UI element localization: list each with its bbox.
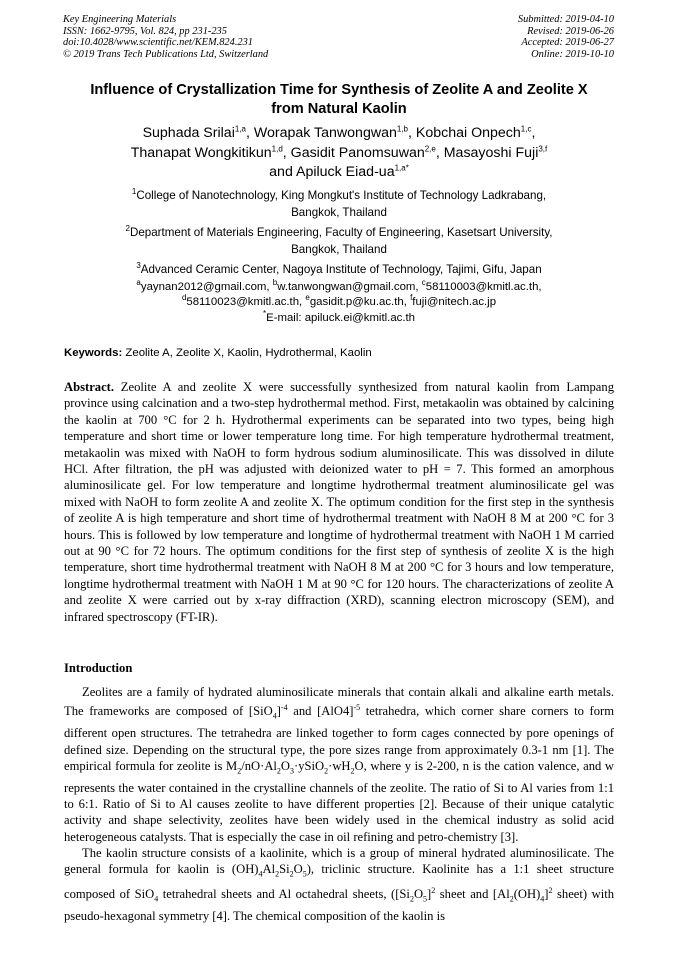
text-run: ] bbox=[276, 704, 281, 719]
subscript: 2 bbox=[350, 766, 355, 776]
journal-copyright: © 2019 Trans Tech Publications Ltd, Switzerland bbox=[63, 48, 269, 60]
email-address[interactable]: w.tanwongwan@gmail.com, bbox=[277, 281, 422, 293]
keywords-text: Zeolite A, Zeolite X, Kaolin, Hydrothermal, Kaolin bbox=[122, 347, 372, 359]
author-line-2 bbox=[40, 144, 638, 164]
text-run: Zeolites are a family of hydrated aluminosilicate minerals that contain alkali and alkaline earth metals. The frameworks are composed of [SiO bbox=[64, 685, 614, 719]
text-run: and [AlO4] bbox=[287, 704, 354, 719]
email-address[interactable]: 58110003@kmitl.ac.th, bbox=[425, 281, 542, 293]
superscript: -5 bbox=[353, 703, 361, 713]
affiliation-text: Bangkok, Thailand bbox=[291, 243, 387, 257]
subscript: 4 bbox=[154, 894, 159, 904]
author-affil-mark: 1,a* bbox=[394, 163, 409, 173]
corresponding-email[interactable]: E-mail: apiluck.ei@kmitl.ac.th bbox=[266, 311, 416, 324]
author-affil-mark: 1,d bbox=[271, 143, 283, 153]
affiliation-number: 1 bbox=[131, 187, 137, 197]
author-name: , Masayoshi Fuji bbox=[435, 144, 539, 161]
title-line-2: from Natural Kaolin bbox=[271, 100, 407, 117]
author-name: Thanapat Wongkitikun bbox=[130, 144, 272, 161]
journal-info bbox=[63, 14, 268, 60]
publication-dates bbox=[518, 14, 614, 60]
text-run: O, where y is 2-200, n is the cation valence, and w represents the water contained in the crystalline channels of the zeolite. The ratio of Si to Al varies from 1:1 to 6:1. Ratio of Si to Al causes zeolite to have different properties [2]. Because of their unique catalytic activity and shape selectivity, zeolites have been widely used in the chemical industry as solid acid heterogeneous catalysts. That is especially the case in oil refining and petro-chemistry [3]. bbox=[64, 758, 614, 844]
text-run: Al bbox=[262, 862, 276, 877]
author-affil-mark: 1,c bbox=[520, 124, 532, 134]
text-run: The kaolin structure consists of a kaolinite, which is a group of mineral hydrated aluminosilicate. The general formula for kaolin is (OH) bbox=[64, 846, 614, 877]
keywords bbox=[64, 345, 624, 361]
subscript: 2 bbox=[409, 894, 414, 904]
affiliation-1 bbox=[40, 187, 638, 221]
text-run: ), triclinic structure. Kaolinite has a 1:1 sheet structure composed of SiO bbox=[64, 862, 614, 902]
author-affil-mark: 2,e bbox=[424, 143, 436, 153]
superscript: 2 bbox=[431, 886, 436, 896]
date-accepted: Accepted: 2019-06-27 bbox=[521, 37, 614, 49]
abstract-text: Zeolite A and zeolite X were successfully synthesized from natural kaolin from Lampang province using calcination and a two-step hydrothermal method. First, metakaolin was obtained by calcining the kaolin at 700 °C for 2 h. Hydrothermal experiments can be separated into two types, being high temperature and short time or lower temperature long time. For high temperature hydrothermal treatment, metakaolin was mixed with NaOH to form hydrous sodium aluminosilicate. This was dissolved in dilute HCl. After filtration, the pH was adjusted with deionized water to pH = 7. This formed an amorphous aluminosilicate gel. For low temperature and longtime hydrothermal treatment aluminosilicate gel was mixed with NaOH to form zeolite A and zeolite X. The optimum condition for the first step in the synthesis of zeolite A is high temperature and short time of hydrothermal treatment with NaOH 8 M at 200 °C for 3 hours. This is followed by low temperature and longtime of hydrothermal treatment with NaOH 1 M carried out at 90 °C for 72 hours. The optimum conditions for the first step of synthesis of zeolite X is the high temperature, short time hydrothermal treatment with NaOH 8 M at 200 °C for 3 hours and low temperature, longtime hydrothermal treatment with NaOH 1 M at 90 °C for 120 hours. The characterizations of zeolite A and zeolite X were carried out by x-ray diffraction (XRD), scanning electron microscopy (SEM), and infrared spectroscopy (FT-IR). bbox=[64, 380, 614, 624]
email-address[interactable]: gasidit.p@ku.ac.th, bbox=[309, 296, 411, 309]
affiliation-text: Bangkok, Thailand bbox=[291, 206, 387, 220]
subscript: 2 bbox=[275, 869, 280, 879]
email-mark: d bbox=[181, 293, 187, 303]
keywords-label: Keywords: bbox=[64, 347, 123, 359]
subscript: 2 bbox=[324, 766, 329, 776]
author-affil-mark: 1,b bbox=[396, 124, 408, 134]
subscript: 4 bbox=[258, 869, 263, 879]
author-affil-mark: 3,f bbox=[538, 143, 548, 153]
subscript: 2 bbox=[289, 869, 294, 879]
author-affil-mark: 1,a bbox=[234, 124, 246, 134]
text-run: O bbox=[413, 887, 424, 902]
text-run: sheet) with pseudo-hexagonal symmetry [4]. The chemical composition of the kaolin is bbox=[64, 887, 615, 924]
email-mark: * bbox=[262, 308, 267, 318]
author-separator: , bbox=[531, 125, 536, 141]
author-name: , Gasidit Panomsuwan bbox=[282, 144, 425, 161]
title-line-1: Influence of Crystallization Time for Synthesis of Zeolite A and Zeolite X bbox=[90, 82, 588, 98]
journal-name: Key Engineering Materials bbox=[63, 14, 177, 25]
text-run: ] bbox=[544, 887, 549, 902]
subscript: 5 bbox=[423, 894, 428, 904]
affiliation-number: 3 bbox=[136, 261, 141, 271]
journal-issn: ISSN: 1662-9795, Vol. 824, pp 231-235 bbox=[63, 25, 227, 37]
text-run: (OH) bbox=[513, 887, 541, 902]
text-run: tetrahedral sheets and Al octahedral sheets, ([Si bbox=[158, 887, 410, 902]
text-run: ·wH bbox=[328, 758, 351, 773]
affiliation-2 bbox=[40, 224, 638, 258]
author-line-3 bbox=[40, 163, 638, 183]
subscript: 2 bbox=[237, 766, 242, 776]
email-list bbox=[40, 280, 638, 326]
subscript: 5 bbox=[302, 869, 307, 879]
email-mark: a bbox=[136, 278, 141, 288]
subscript: 4 bbox=[540, 894, 545, 904]
intro-paragraph-2 bbox=[64, 845, 614, 924]
author-name: and Apiluck Eiad-ua bbox=[269, 164, 395, 180]
affiliation-text: Advanced Ceramic Center, Nagoya Institute of Technology, Tajimi, Gifu, Japan bbox=[140, 263, 542, 276]
email-mark: f bbox=[410, 293, 413, 303]
email-mark: c bbox=[421, 278, 426, 288]
subscript: 3 bbox=[290, 766, 295, 776]
date-online: Online: 2019-10-10 bbox=[531, 48, 614, 60]
subscript: 2 bbox=[509, 894, 514, 904]
author-line-1 bbox=[40, 124, 638, 144]
text-run: /nO·Al bbox=[241, 758, 277, 773]
email-mark: e bbox=[305, 293, 310, 303]
section-heading-introduction: Introduction bbox=[64, 661, 133, 675]
text-run: sheet and [Al bbox=[435, 887, 510, 902]
email-address[interactable]: yaynan2012@gmail.com, bbox=[140, 281, 273, 293]
email-address[interactable]: 58110023@kmitl.ac.th, bbox=[186, 296, 306, 309]
affiliation-3 bbox=[40, 261, 638, 278]
text-run: O bbox=[280, 758, 291, 773]
affiliation-text: College of Nanotechnology, King Mongkut's Institute of Technology Ladkrabang, bbox=[136, 189, 547, 202]
text-run: ] bbox=[427, 887, 432, 902]
text-run: Si bbox=[279, 862, 290, 877]
date-revised: Revised: 2019-06-26 bbox=[527, 25, 614, 37]
author-name: Suphada Srilai bbox=[142, 125, 235, 141]
subscript: 4 bbox=[272, 712, 277, 721]
author-list bbox=[40, 124, 638, 183]
abstract-label: Abstract. bbox=[64, 380, 115, 394]
email-mark: b bbox=[272, 278, 278, 288]
superscript: 2 bbox=[548, 886, 553, 896]
superscript: -4 bbox=[280, 703, 288, 713]
author-name: , Kobchai Onpech bbox=[408, 125, 521, 141]
author-name: , Worapak Tanwongwan bbox=[245, 125, 397, 141]
journal-doi[interactable]: doi:10.4028/www.scientific.net/KEM.824.231 bbox=[63, 37, 253, 49]
date-submitted: Submitted: 2019-04-10 bbox=[517, 14, 614, 25]
affiliation-text: Department of Materials Engineering, Faculty of Engineering, Kasetsart University, bbox=[129, 226, 553, 239]
subscript: 2 bbox=[276, 766, 281, 776]
affiliation-number: 2 bbox=[125, 224, 130, 234]
paper-title bbox=[40, 81, 638, 118]
text-run: O bbox=[293, 862, 303, 877]
text-run: ·ySiO bbox=[294, 758, 325, 773]
email-address[interactable]: fuji@nitech.ac.jp bbox=[412, 296, 497, 309]
abstract bbox=[64, 379, 614, 625]
text-run: tetrahedra, which corner share corners to form different open structures. The tetrahedra are linked together to form cages connected by pore openings of defined size. Depending on the structural type, the pore sizes range from approximately 0.3-1 nm [1]. The empirical formula for zeolite is M bbox=[64, 704, 614, 773]
intro-paragraph-1 bbox=[64, 684, 614, 845]
